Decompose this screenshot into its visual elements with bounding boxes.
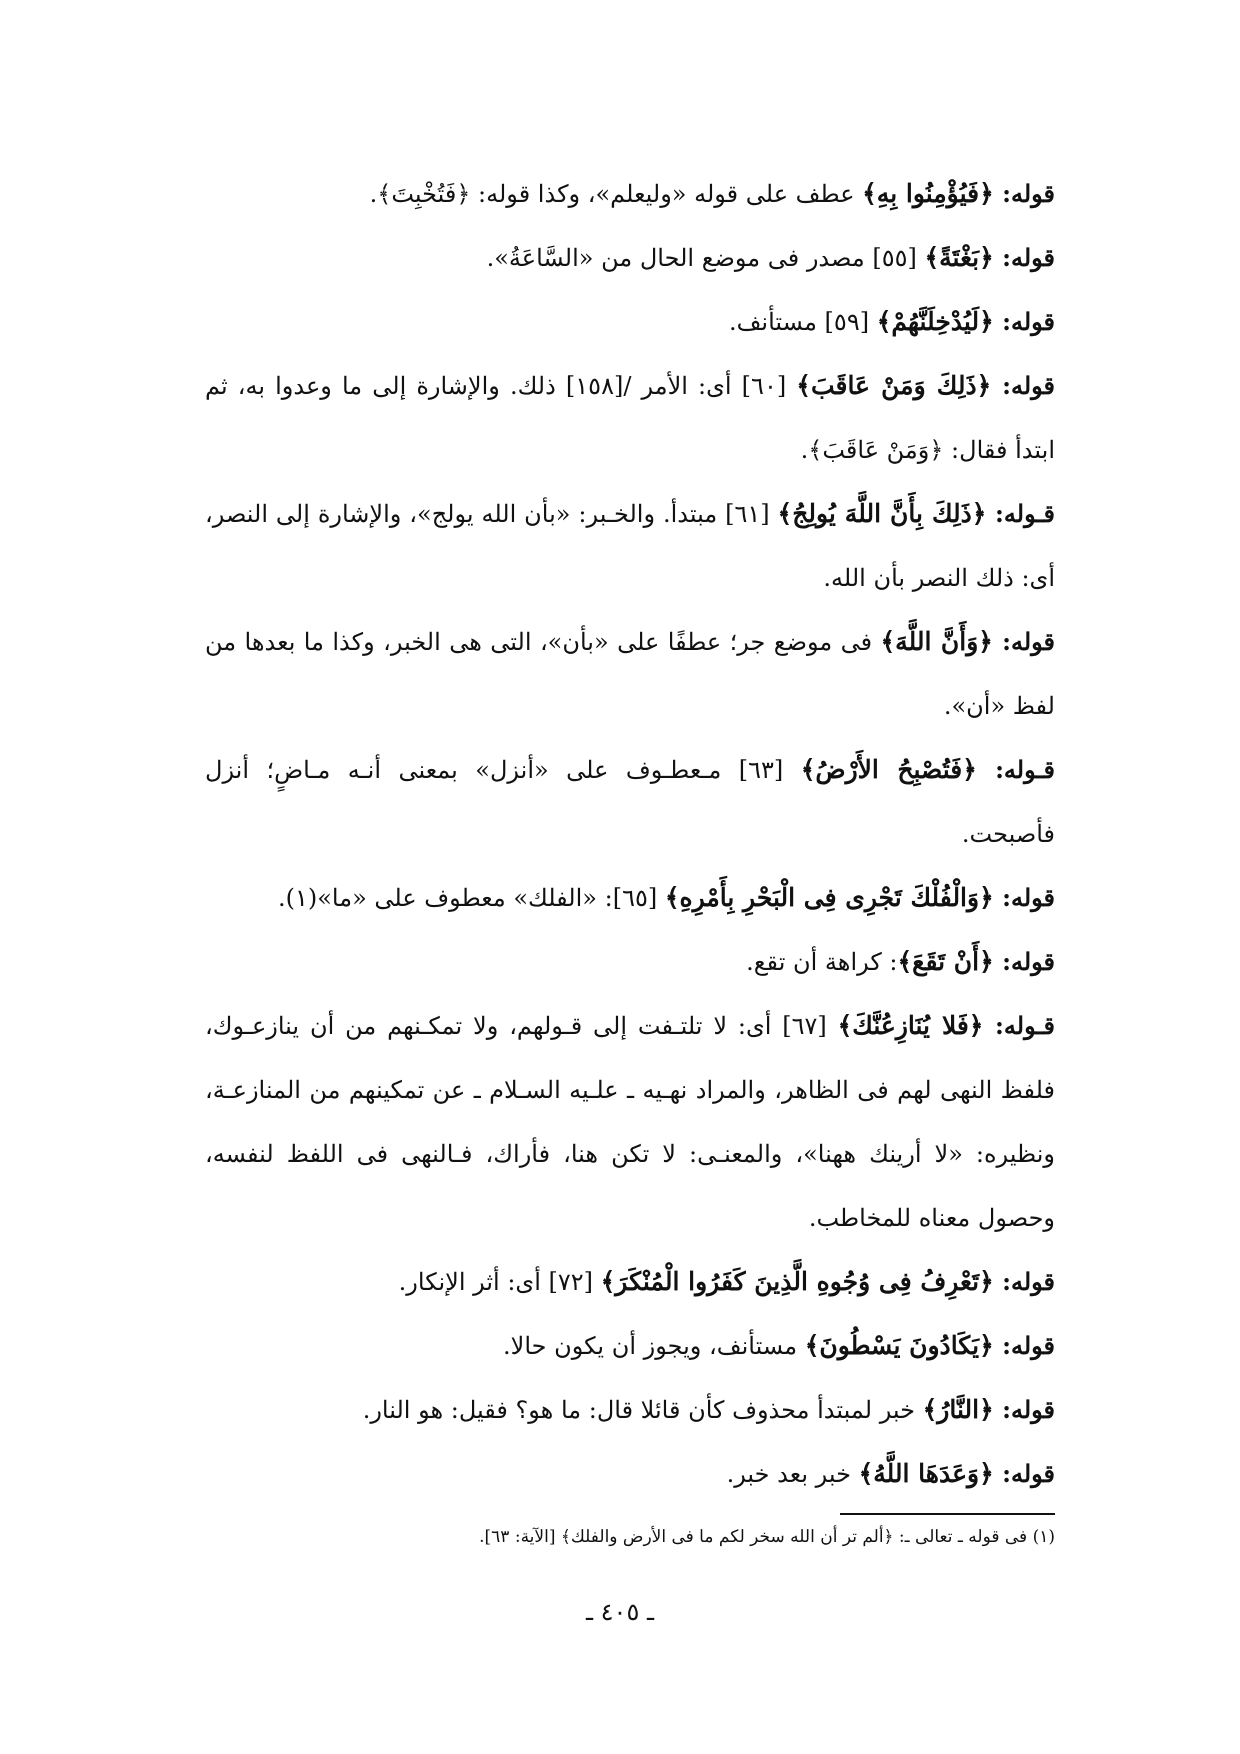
paragraph-lead: قوله:	[993, 883, 1055, 912]
quran-quote: ﴿تَعْرِفُ فِى وُجُوهِ الَّذِينَ كَفَرُوا الْمُنْكَرَ﴾	[600, 1267, 994, 1296]
paragraph-lead: قوله:	[993, 243, 1055, 272]
paragraph-7	[205, 738, 1055, 866]
paragraph-lead: قوله:	[993, 1267, 1055, 1296]
commentary-text: : كراهة أن تقع.	[746, 948, 898, 976]
paragraph-lead: قوله:	[993, 1395, 1055, 1424]
footnote-divider	[840, 1513, 1055, 1515]
paragraph-lead: قوله:	[993, 179, 1055, 208]
commentary-text: [٦٧] أى: لا تلتـفت إلى قـولهم، ولا تمكـنهم من أن ينازعـوك، فلفظ النهى لهم فى الظاهر، والمراد نهـيه ـ علـيه السـلام ـ عن تمكينهم من المنازعـة، ونظيره: «لا أرينك ههنا»، والمعنـى: لا تكن هنا، فأراك، فـالنهى فى اللفظ لنفسه، وحصول معناه للمخاطب.	[205, 1012, 1055, 1232]
paragraph-lead: قـوله:	[976, 755, 1056, 784]
paragraph-3	[205, 290, 1055, 354]
quran-quote: ﴿وَالْفُلْكَ تَجْرِى فِى الْبَحْرِ بِأَمْرِهِ﴾	[664, 883, 994, 912]
quran-quote: ﴿فَلا يُنَازِعُنَّكَ﴾	[837, 1011, 984, 1040]
paragraph-8	[205, 866, 1055, 930]
paragraph-11	[205, 1250, 1055, 1314]
quran-quote: ﴿النَّارُ﴾	[922, 1395, 994, 1424]
quran-quote: ﴿وَأَنَّ اللَّهَ﴾	[880, 627, 993, 656]
quran-quote: ﴿فَيُؤْمِنُوا بِهِ﴾	[862, 179, 994, 208]
page-number: ـ ٤٠٥ ـ	[585, 1598, 654, 1626]
paragraph-lead: قوله:	[993, 307, 1055, 336]
commentary-text: [٥٥] مصدر فى موضع الحال من «السَّاعَةُ».	[486, 244, 925, 272]
paragraph-lead: قوله:	[993, 1459, 1055, 1488]
paragraph-lead: قوله:	[992, 627, 1056, 656]
paragraph-lead: قـوله:	[983, 1011, 1055, 1040]
quran-quote: ﴿فَتُصْبِحُ الأَرْضُ﴾	[800, 755, 977, 784]
quran-quote: ﴿يَكَادُونَ يَسْطُونَ﴾	[804, 1331, 994, 1360]
paragraph-lead: قوله:	[993, 1331, 1055, 1360]
footnote: (١) فى قوله ـ تعالى ـ: ﴿ألم تر أن الله سخر لكم ما فى الأرض والفلك﴾ [الآية: ٦٣].	[479, 1527, 1055, 1547]
commentary-text: [٦٠] أى: الأمر /[١٥٨] ذلك. والإشارة إلى ما وعدوا به، ثم ابتدأ فقال: ﴿وَمَنْ عَاقَبَ﴾.	[205, 372, 1055, 464]
commentary-text: [٦٥]: «الفلك» معطوف على «ما»(١).	[277, 884, 665, 912]
quran-quote: ﴿ذَلِكَ وَمَنْ عَاقَبَ﴾	[796, 371, 992, 400]
quran-quote: ﴿لَيُدْخِلَنَّهُمْ﴾	[876, 307, 994, 336]
commentary-text: مستأنف، ويجوز أن يكون حالا.	[503, 1332, 805, 1360]
paragraph-9	[205, 930, 1055, 994]
quran-quote: ﴿أَنْ تَقَعَ﴾	[897, 947, 994, 976]
commentary-text: [٦٣] مـعطـوف على «أنزل» بمعنى أنـه مـاضٍ؛ أنزل فأصبحت.	[205, 756, 1055, 848]
commentary-text: عطف على قوله «وليعلم»، وكذا قوله: ﴿فَتُخْبِتَ﴾.	[369, 180, 863, 208]
paragraph-13	[205, 1378, 1055, 1442]
paragraph-1	[205, 162, 1055, 226]
quran-quote: ﴿ذَلِكَ بِأَنَّ اللَّهَ يُولِجُ﴾	[777, 499, 987, 528]
paragraph-4	[205, 354, 1055, 482]
commentary-text: [٧٢] أى: أثر الإنكار.	[398, 1268, 601, 1296]
paragraph-10	[205, 994, 1055, 1250]
paragraph-lead: قوله:	[991, 371, 1056, 400]
paragraph-lead: قـوله:	[986, 499, 1055, 528]
commentary-text: [٥٩] مستأنف.	[728, 308, 877, 336]
paragraph-lead: قوله:	[993, 947, 1055, 976]
paragraph-5	[205, 482, 1055, 610]
commentary-text: خبر لمبتدأ محذوف كأن قائلا قال: ما هو؟ فقيل: هو النار.	[362, 1396, 923, 1424]
paragraph-2	[205, 226, 1055, 290]
main-text	[205, 162, 1055, 1506]
paragraph-12	[205, 1314, 1055, 1378]
paragraph-14	[205, 1442, 1055, 1506]
commentary-text: [٦١] مبتدأ. والخـبر: «بأن الله يولج»، والإشارة إلى النصر، أى: ذلك النصر بأن الله.	[205, 500, 1055, 592]
paragraph-6	[205, 610, 1055, 738]
quran-quote: ﴿وَعَدَهَا اللَّهُ﴾	[858, 1459, 994, 1488]
quran-quote: ﴿بَغْتَةً﴾	[924, 243, 994, 272]
commentary-text: خبر بعد خبر.	[726, 1460, 859, 1488]
commentary-text: فى موضع جر؛ عطفًا على «بأن»، التى هى الخبر، وكذا ما بعدها من لفظ «أن».	[205, 628, 1055, 720]
